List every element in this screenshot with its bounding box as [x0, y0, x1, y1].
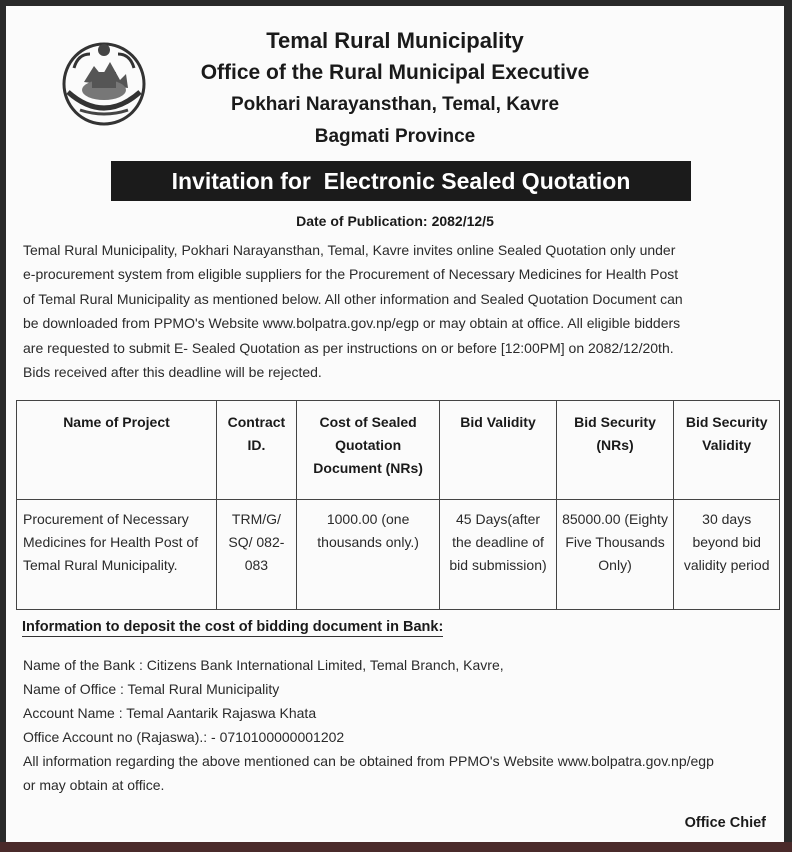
bank-info-line: All information regarding the above mentioned can be obtained from PPMO's Website www.bolpatra.gov.np/egp [23, 753, 714, 769]
bank-info-list [23, 653, 775, 797]
cell-project-name: Procurement of Necessary Medicines for Health Post of Temal Rural Municipality. [17, 500, 217, 610]
office-address: Pokhari Narayansthan, Temal, Kavre [230, 94, 560, 115]
cell-document-cost: 1000.00 (one thousands only.) [296, 500, 440, 610]
office-name: Office of the Rural Municipal Executive [200, 61, 590, 84]
notice-page [6, 6, 784, 842]
header-project-name: Name of Project [17, 401, 217, 500]
bank-info-line: Name of Office : Temal Rural Municipality [23, 681, 280, 697]
publication-date-value: 2082/12/5 [431, 213, 494, 229]
header-bid-security-validity: Bid Security Validity [674, 401, 780, 500]
table-row [17, 500, 780, 610]
intro-line: be downloaded from PPMO's Website www.bolpatra.gov.np/egp or may obtain at office. All eligible bidders [23, 315, 681, 332]
cell-bid-security-validity: 30 days beyond bid validity period [674, 500, 780, 610]
cell-bid-security: 85000.00 (Eighty Five Thousands Only) [556, 500, 674, 610]
intro-line: of Temal Rural Municipality as mentioned below. All other information and Sealed Quotation Document can [23, 290, 683, 307]
bank-info-line: Account Name : Temal Aantarik Rajaswa Khata [23, 705, 317, 721]
intro-line: e-procurement system from eligible suppliers for the Procurement of Necessary Medicines for Health Post [23, 266, 679, 283]
cell-contract-id: TRM/G/ SQ/ 082-083 [216, 500, 296, 610]
intro-line: are requested to submit E- Sealed Quotation as per instructions on or before [12:00PM] on 2082/12/20th. [23, 339, 674, 356]
bank-info-line: Name of the Bank : Citizens Bank International Limited, Temal Branch, Kavre, [23, 657, 504, 673]
notice-title-banner: Invitation for Electronic Sealed Quotation [111, 161, 691, 201]
header-contract-id: Contract ID. [216, 401, 296, 500]
header-bid-validity: Bid Validity [440, 401, 556, 500]
intro-paragraph [23, 238, 771, 384]
intro-line: Temal Rural Municipality, Pokhari Narayansthan, Temal, Kavre invites online Sealed Quotation only under [23, 242, 676, 258]
bank-info-line: Office Account no (Rajaswa).: - 0710100000001202 [23, 729, 345, 745]
province-name: Bagmati Province [314, 126, 476, 147]
bottom-border-strip [0, 842, 792, 852]
header-document-cost: Cost of Sealed Quotation Document (NRs) [296, 401, 440, 500]
bank-info-title: Information to deposit the cost of bidding document in Bank: [22, 619, 444, 635]
intro-line: Bids received after this deadline will be rejected. [23, 364, 322, 381]
publication-date-label: Date of Publication: [296, 213, 428, 229]
header-bid-security: Bid Security (NRs) [556, 401, 674, 500]
publication-date [6, 213, 784, 229]
table-header-row [17, 401, 780, 500]
cell-bid-validity: 45 Days(after the deadline of bid submission) [440, 500, 556, 610]
signoff-office-chief: Office Chief [684, 815, 766, 831]
municipality-name: Temal Rural Municipality [266, 28, 524, 53]
quotation-table [16, 400, 780, 610]
bank-info-line: or may obtain at office. [23, 777, 165, 793]
